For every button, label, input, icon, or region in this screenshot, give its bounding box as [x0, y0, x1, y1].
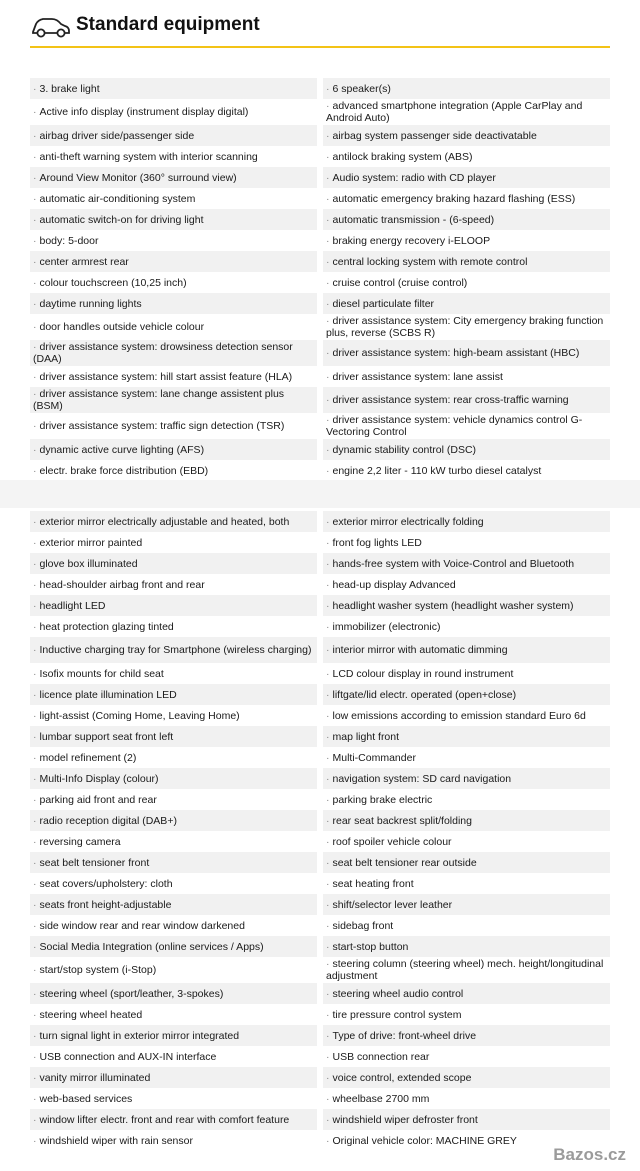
page-title: Standard equipment: [76, 14, 260, 35]
equipment-item: [323, 314, 610, 340]
equipment-item-label: · driver assistance system: City emergency braking function plus, reverse (SCBS R): [326, 315, 607, 339]
equipment-item-label: · 6 speaker(s): [326, 83, 391, 95]
equipment-item-label: · anti-theft warning system with interior scanning: [33, 151, 258, 163]
equipment-item-label: · Type of drive: front-wheel drive: [326, 1030, 476, 1042]
equipment-item-label: · head-up display Advanced: [326, 579, 456, 591]
equipment-item-label: · liftgate/lid electr. operated (open+close): [326, 689, 516, 701]
equipment-item-label: · 3. brake light: [33, 83, 100, 95]
equipment-item: [323, 460, 610, 481]
equipment-list-1: [30, 78, 610, 481]
equipment-item-label: · LCD colour display in round instrument: [326, 668, 513, 680]
equipment-item-label: · dynamic active curve lighting (AFS): [33, 444, 204, 456]
equipment-row: [30, 511, 610, 532]
equipment-item: [30, 1067, 317, 1088]
equipment-item: [30, 1004, 317, 1025]
equipment-row: [30, 366, 610, 387]
equipment-row: [30, 705, 610, 726]
equipment-item-label: · interior mirror with automatic dimming: [326, 644, 508, 656]
equipment-item: [30, 251, 317, 272]
equipment-item: [323, 413, 610, 439]
equipment-item: [323, 663, 610, 684]
equipment-item: [323, 1067, 610, 1088]
equipment-item-label: · braking energy recovery i-ELOOP: [326, 235, 490, 247]
equipment-item: [323, 553, 610, 574]
equipment-item: [323, 637, 610, 663]
equipment-item: [30, 983, 317, 1004]
equipment-item: [323, 511, 610, 532]
equipment-item: [30, 616, 317, 637]
equipment-item-label: · door handles outside vehicle colour: [33, 321, 204, 333]
equipment-row: [30, 789, 610, 810]
equipment-item: [30, 125, 317, 146]
equipment-item-label: · driver assistance system: vehicle dynamics control G-Vectoring Control: [326, 414, 607, 438]
equipment-item-label: · driver assistance system: hill start assist feature (HLA): [33, 371, 292, 383]
equipment-item: [30, 957, 317, 983]
equipment-item: [323, 293, 610, 314]
equipment-item-label: · vanity mirror illuminated: [33, 1072, 150, 1084]
equipment-item: [323, 936, 610, 957]
equipment-item: [30, 747, 317, 768]
equipment-item: [30, 1088, 317, 1109]
equipment-item-label: · web-based services: [33, 1093, 132, 1105]
car-icon: [30, 12, 72, 40]
equipment-item-label: · map light front: [326, 731, 399, 743]
equipment-row: [30, 616, 610, 637]
equipment-item: [30, 314, 317, 340]
equipment-item: [323, 340, 610, 366]
equipment-item-label: · automatic emergency braking hazard flashing (ESS): [326, 193, 575, 205]
equipment-row: [30, 663, 610, 684]
equipment-row: [30, 684, 610, 705]
watermark: Bazos.cz: [553, 1145, 626, 1164]
equipment-item: [30, 574, 317, 595]
equipment-item: [323, 983, 610, 1004]
equipment-row: [30, 1067, 610, 1088]
equipment-item: [30, 146, 317, 167]
equipment-item-label: · headlight washer system (headlight washer system): [326, 600, 574, 612]
equipment-item-label: · cruise control (cruise control): [326, 277, 467, 289]
equipment-row: [30, 272, 610, 293]
equipment-item: [30, 684, 317, 705]
equipment-item-label: · daytime running lights: [33, 298, 142, 310]
equipment-row: [30, 831, 610, 852]
equipment-item: [30, 387, 317, 413]
equipment-item: [323, 387, 610, 413]
equipment-item: [30, 272, 317, 293]
equipment-item: [323, 125, 610, 146]
equipment-item-label: · exterior mirror electrically folding: [326, 516, 484, 528]
equipment-item-label: · seat covers/upholstery: cloth: [33, 878, 173, 890]
equipment-item: [323, 78, 610, 99]
equipment-row: [30, 768, 610, 789]
equipment-item: [30, 873, 317, 894]
equipment-row: [30, 146, 610, 167]
equipment-item-label: · automatic air-conditioning system: [33, 193, 195, 205]
equipment-item-label: · roof spoiler vehicle colour: [326, 836, 452, 848]
equipment-row: [30, 595, 610, 616]
equipment-item-label: · windshield wiper with rain sensor: [33, 1135, 193, 1147]
equipment-item-label: · head-shoulder airbag front and rear: [33, 579, 205, 591]
equipment-item: [323, 705, 610, 726]
equipment-item-label: · driver assistance system: rear cross-traffic warning: [326, 394, 569, 406]
equipment-row: [30, 340, 610, 366]
equipment-item-label: · headlight LED: [33, 600, 105, 612]
equipment-item: [30, 511, 317, 532]
equipment-item-label: · seat heating front: [326, 878, 414, 890]
equipment-item: [30, 188, 317, 209]
equipment-item-label: · parking brake electric: [326, 794, 432, 806]
equipment-item: [323, 810, 610, 831]
equipment-item-label: · Around View Monitor (360° surround view): [33, 172, 237, 184]
equipment-item-label: · exterior mirror electrically adjustable and heated, both: [33, 516, 289, 528]
equipment-item-label: · diesel particulate filter: [326, 298, 434, 310]
equipment-item: [30, 293, 317, 314]
equipment-item: [323, 1046, 610, 1067]
equipment-row: [30, 1130, 610, 1151]
equipment-row: [30, 1046, 610, 1067]
equipment-item: [323, 852, 610, 873]
equipment-row: [30, 230, 610, 251]
equipment-item: [323, 188, 610, 209]
equipment-row: [30, 78, 610, 99]
equipment-row: [30, 1109, 610, 1130]
equipment-item-label: · colour touchscreen (10,25 inch): [33, 277, 187, 289]
equipment-row: [30, 873, 610, 894]
equipment-item-label: · central locking system with remote control: [326, 256, 527, 268]
equipment-item-label: · driver assistance system: lane change assistent plus (BSM): [33, 388, 314, 412]
equipment-item-label: · reversing camera: [33, 836, 121, 848]
section-header: [30, 8, 610, 48]
equipment-item-label: · Inductive charging tray for Smartphone (wireless charging): [33, 644, 311, 656]
equipment-item-label: · voice control, extended scope: [326, 1072, 471, 1084]
equipment-item-label: · Multi-Info Display (colour): [33, 773, 159, 785]
equipment-item: [30, 894, 317, 915]
equipment-item-label: · driver assistance system: high-beam assistant (HBC): [326, 347, 579, 359]
equipment-item-label: · lumbar support seat front left: [33, 731, 173, 743]
equipment-row: [30, 983, 610, 1004]
equipment-row: [30, 439, 610, 460]
equipment-row: [30, 936, 610, 957]
equipment-row: [30, 637, 610, 663]
equipment-item: [30, 1130, 317, 1151]
equipment-row: [30, 852, 610, 873]
equipment-item: [30, 637, 317, 663]
equipment-row: [30, 747, 610, 768]
equipment-item: [323, 1025, 610, 1046]
equipment-item-label: · glove box illuminated: [33, 558, 138, 570]
equipment-item-label: · navigation system: SD card navigation: [326, 773, 511, 785]
equipment-item-label: · driver assistance system: lane assist: [326, 371, 503, 383]
equipment-item-label: · front fog lights LED: [326, 537, 422, 549]
equipment-item-label: · center armrest rear: [33, 256, 129, 268]
equipment-item: [30, 413, 317, 439]
equipment-item-label: · automatic switch-on for driving light: [33, 214, 204, 226]
equipment-item: [323, 146, 610, 167]
equipment-item-label: · airbag driver side/passenger side: [33, 130, 194, 142]
equipment-item-label: · USB connection and AUX-IN interface: [33, 1051, 216, 1063]
equipment-row: [30, 293, 610, 314]
equipment-item-label: · exterior mirror painted: [33, 537, 142, 549]
equipment-item-label: · parking aid front and rear: [33, 794, 157, 806]
equipment-item: [323, 894, 610, 915]
equipment-item: [30, 1046, 317, 1067]
equipment-item: [323, 957, 610, 983]
equipment-row: [30, 1088, 610, 1109]
equipment-row: [30, 387, 610, 413]
equipment-item-label: · heat protection glazing tinted: [33, 621, 174, 633]
equipment-item: [323, 167, 610, 188]
equipment-item-label: · low emissions according to emission standard Euro 6d: [326, 710, 586, 722]
equipment-row: [30, 99, 610, 125]
equipment-item: [30, 230, 317, 251]
equipment-item: [30, 1025, 317, 1046]
equipment-item-label: · advanced smartphone integration (Apple CarPlay and Android Auto): [326, 100, 607, 124]
equipment-row: [30, 894, 610, 915]
equipment-item-label: · engine 2,2 liter - 110 kW turbo diesel catalyst: [326, 465, 541, 477]
equipment-item: [323, 439, 610, 460]
equipment-item: [30, 78, 317, 99]
equipment-row: [30, 553, 610, 574]
equipment-item: [323, 915, 610, 936]
equipment-row: [30, 1004, 610, 1025]
equipment-item: [30, 167, 317, 188]
equipment-item: [30, 532, 317, 553]
equipment-item-label: · radio reception digital (DAB+): [33, 815, 177, 827]
equipment-item-label: · immobilizer (electronic): [326, 621, 440, 633]
equipment-item: [30, 810, 317, 831]
equipment-item-label: · side window rear and rear window darkened: [33, 920, 245, 932]
equipment-item-label: · airbag system passenger side deactivatable: [326, 130, 537, 142]
equipment-item: [323, 574, 610, 595]
equipment-row: [30, 460, 610, 481]
equipment-item: [30, 366, 317, 387]
equipment-item: [30, 209, 317, 230]
equipment-item-label: · dynamic stability control (DSC): [326, 444, 476, 456]
equipment-item-label: · seat belt tensioner rear outside: [326, 857, 477, 869]
equipment-item: [30, 915, 317, 936]
equipment-item-label: · Audio system: radio with CD player: [326, 172, 496, 184]
equipment-item: [323, 616, 610, 637]
equipment-item-label: · light-assist (Coming Home, Leaving Home): [33, 710, 240, 722]
equipment-row: [30, 314, 610, 340]
equipment-item: [323, 831, 610, 852]
equipment-item-label: · window lifter electr. front and rear with comfort feature: [33, 1114, 289, 1126]
equipment-item: [323, 873, 610, 894]
equipment-item-label: · turn signal light in exterior mirror integrated: [33, 1030, 239, 1042]
equipment-item: [323, 1088, 610, 1109]
equipment-item: [323, 230, 610, 251]
equipment-row: [30, 413, 610, 439]
equipment-item-label: · Multi-Commander: [326, 752, 416, 764]
equipment-item-label: · model refinement (2): [33, 752, 136, 764]
equipment-item-label: · steering wheel (sport/leather, 3-spokes): [33, 988, 223, 1000]
equipment-row: [30, 209, 610, 230]
equipment-item: [30, 852, 317, 873]
equipment-item: [323, 768, 610, 789]
equipment-item-label: · hands-free system with Voice-Control and Bluetooth: [326, 558, 574, 570]
equipment-list-2: [30, 511, 610, 1151]
equipment-item-label: · rear seat backrest split/folding: [326, 815, 472, 827]
equipment-row: [30, 957, 610, 983]
equipment-item-label: · Active info display (instrument display digital): [33, 106, 248, 118]
equipment-item-label: · steering wheel audio control: [326, 988, 463, 1000]
equipment-item-label: · shift/selector lever leather: [326, 899, 452, 911]
equipment-item: [323, 684, 610, 705]
equipment-item: [30, 705, 317, 726]
equipment-item: [323, 209, 610, 230]
equipment-item-label: · driver assistance system: traffic sign detection (TSR): [33, 420, 284, 432]
equipment-item-label: · start-stop button: [326, 941, 408, 953]
equipment-item: [30, 726, 317, 747]
equipment-item: [30, 439, 317, 460]
equipment-item-label: · USB connection rear: [326, 1051, 429, 1063]
equipment-item: [323, 789, 610, 810]
equipment-item-label: · Original vehicle color: MACHINE GREY: [326, 1135, 517, 1147]
equipment-row: [30, 726, 610, 747]
equipment-item-label: · wheelbase 2700 mm: [326, 1093, 429, 1105]
equipment-item-label: · tire pressure control system: [326, 1009, 461, 1021]
equipment-item: [323, 99, 610, 125]
equipment-row: [30, 532, 610, 553]
equipment-item-label: · licence plate illumination LED: [33, 689, 177, 701]
equipment-item: [323, 726, 610, 747]
equipment-row: [30, 167, 610, 188]
equipment-row: [30, 574, 610, 595]
equipment-item-label: · start/stop system (i-Stop): [33, 964, 156, 976]
section-divider: [0, 480, 640, 508]
equipment-item-label: · seat belt tensioner front: [33, 857, 149, 869]
equipment-item: [323, 366, 610, 387]
equipment-item: [30, 831, 317, 852]
equipment-item: [30, 340, 317, 366]
equipment-item-label: · sidebag front: [326, 920, 393, 932]
equipment-item: [323, 251, 610, 272]
equipment-row: [30, 251, 610, 272]
equipment-row: [30, 125, 610, 146]
equipment-row: [30, 915, 610, 936]
equipment-item: [323, 532, 610, 553]
equipment-item: [323, 747, 610, 768]
equipment-item-label: · body: 5-door: [33, 235, 98, 247]
equipment-item: [30, 768, 317, 789]
equipment-item-label: · driver assistance system: drowsiness detection sensor (DAA): [33, 341, 314, 365]
equipment-item-label: · antilock braking system (ABS): [326, 151, 473, 163]
equipment-item-label: · electr. brake force distribution (EBD): [33, 465, 208, 477]
equipment-item: [323, 272, 610, 293]
equipment-item: [30, 595, 317, 616]
equipment-item-label: · steering column (steering wheel) mech. height/longitudinal adjustment: [326, 958, 607, 982]
equipment-row: [30, 1025, 610, 1046]
equipment-item-label: · windshield wiper defroster front: [326, 1114, 478, 1126]
equipment-item: [30, 936, 317, 957]
equipment-item-label: · automatic transmission - (6-speed): [326, 214, 494, 226]
equipment-item: [30, 460, 317, 481]
equipment-item: [30, 663, 317, 684]
equipment-item: [323, 1004, 610, 1025]
equipment-item: [30, 553, 317, 574]
equipment-item: [30, 789, 317, 810]
equipment-item-label: · Isofix mounts for child seat: [33, 668, 164, 680]
equipment-item: [30, 99, 317, 125]
equipment-item-label: · steering wheel heated: [33, 1009, 142, 1021]
equipment-item-label: · Social Media Integration (online services / Apps): [33, 941, 264, 953]
equipment-row: [30, 810, 610, 831]
equipment-item-label: · seats front height-adjustable: [33, 899, 171, 911]
equipment-item: [323, 1109, 610, 1130]
equipment-item: [30, 1109, 317, 1130]
equipment-item: [323, 595, 610, 616]
equipment-row: [30, 188, 610, 209]
